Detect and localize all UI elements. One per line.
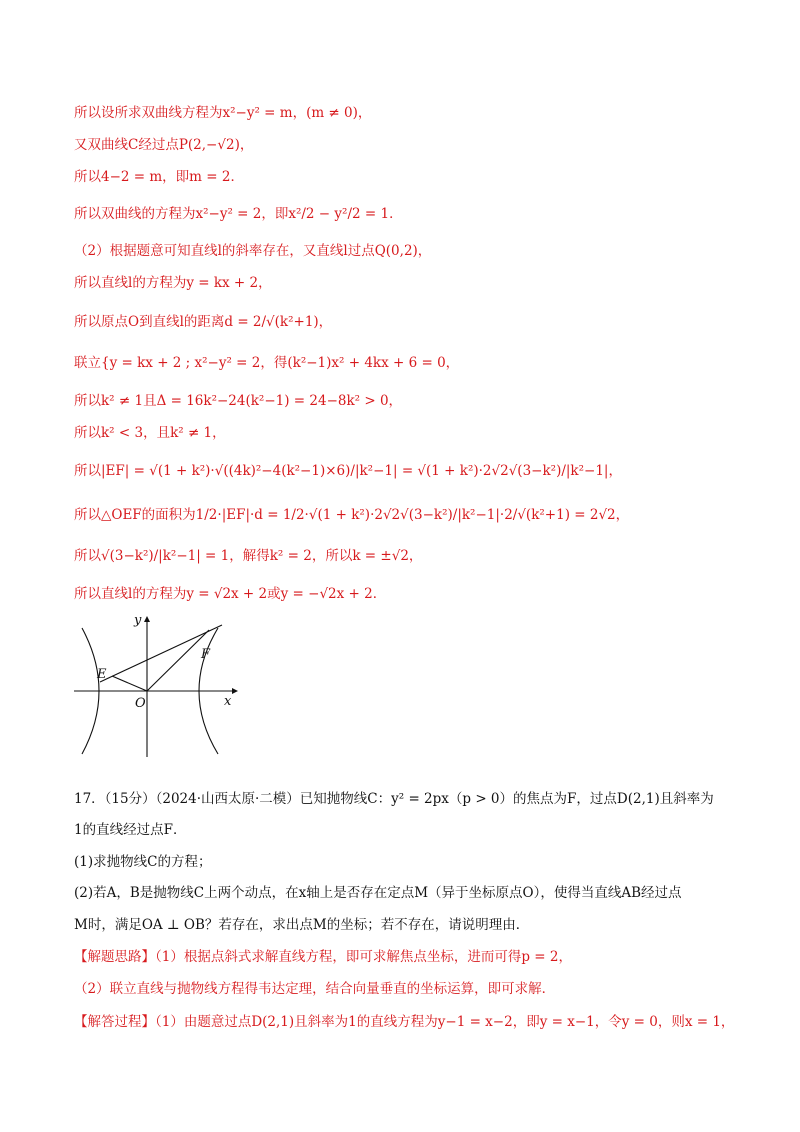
solution-line: 所以双曲线的方程为x²−y² = 2，即x²/2 − y²/2 = 1．: [74, 206, 403, 222]
solution-line: 所以设所求双曲线方程为x²−y² = m，(m ≠ 0)，: [74, 105, 372, 121]
segment-oe: [112, 676, 147, 691]
origin-label: O: [135, 696, 146, 711]
solution-line: 所以√(3−k²)/|k²−1| = 1，解得k² = 2，所以k = ±√2，: [74, 548, 423, 564]
solution-line: 联立{y = kx + 2 ; x²−y² = 2，得(k²−1)x² + 4kx + 6 = 0，: [74, 355, 460, 371]
y-axis-arrow: [144, 616, 150, 622]
answer-line: （2）联立直线与抛物线方程得韦达定理，结合向量垂直的坐标运算，即可求解．: [74, 981, 556, 997]
x-axis-label: x: [224, 694, 232, 709]
solution-line: 所以原点O到直线l的距离d = 2/√(k²+1)，: [74, 314, 333, 330]
problem-line: M时，满足OA ⊥ OB？若存在，求出点M的坐标；若不存在，请说明理由．: [74, 917, 530, 933]
solution-line: （2）根据题意可知直线l的斜率存在，又直线l过点Q(0,2)，: [74, 243, 432, 259]
point-f-label: F: [201, 647, 211, 662]
solution-line: 所以直线l的方程为y = √2x + 2或y = −√2x + 2．: [74, 586, 387, 602]
solution-line: 又双曲线C经过点P(2,−√2)，: [74, 137, 254, 153]
x-axis-arrow: [232, 688, 238, 694]
solution-line: 所以k² < 3，且k² ≠ 1，: [74, 425, 226, 441]
solution-line: 所以△OEF的面积为1/2·|EF|·d = 1/2·√(1 + k²)·2√2√(3−k²)/|k²−1|·2/√(k²+1) = 2√2，: [74, 507, 630, 523]
problem-line: 17．（15分）（2024·山西太原·二模）已知抛物线C：y² = 2px（p > 0）的焦点为F，过点D(2,1)且斜率为: [74, 791, 714, 807]
solution-line: 所以直线l的方程为y = kx + 2，: [74, 275, 272, 291]
point-e-label: E: [97, 667, 107, 682]
hyperbola-figure: [72, 614, 242, 759]
problem-line: (1)求抛物线C的方程；: [74, 854, 212, 870]
solution-line: 所以|EF| = √(1 + k²)·√((4k)²−4(k²−1)×6)/|k²−1| = √(1 + k²)·2√2√(3−k²)/|k²−1|，: [74, 463, 622, 479]
solution-line: 所以4−2 = m，即m = 2．: [74, 169, 244, 185]
problem-line: (2)若A，B是抛物线C上两个动点，在x轴上是否存在定点M（异于坐标原点O），使得当直线AB经过点: [74, 885, 682, 901]
answer-line: 【解题思路】（1）根据点斜式求解直线方程，即可求解焦点坐标，进而可得p = 2，: [74, 949, 572, 965]
y-axis-label: y: [134, 614, 142, 628]
problem-line: 1的直线经过点F．: [74, 822, 187, 838]
solution-line: 所以k² ≠ 1且Δ = 16k²−24(k²−1) = 24−8k² > 0，: [74, 393, 403, 409]
answer-line: 【解答过程】（1）由题意过点D(2,1)且斜率为1的直线方程为y−1 = x−2，即y = x−1，令y = 0，则x = 1，: [74, 1014, 735, 1030]
